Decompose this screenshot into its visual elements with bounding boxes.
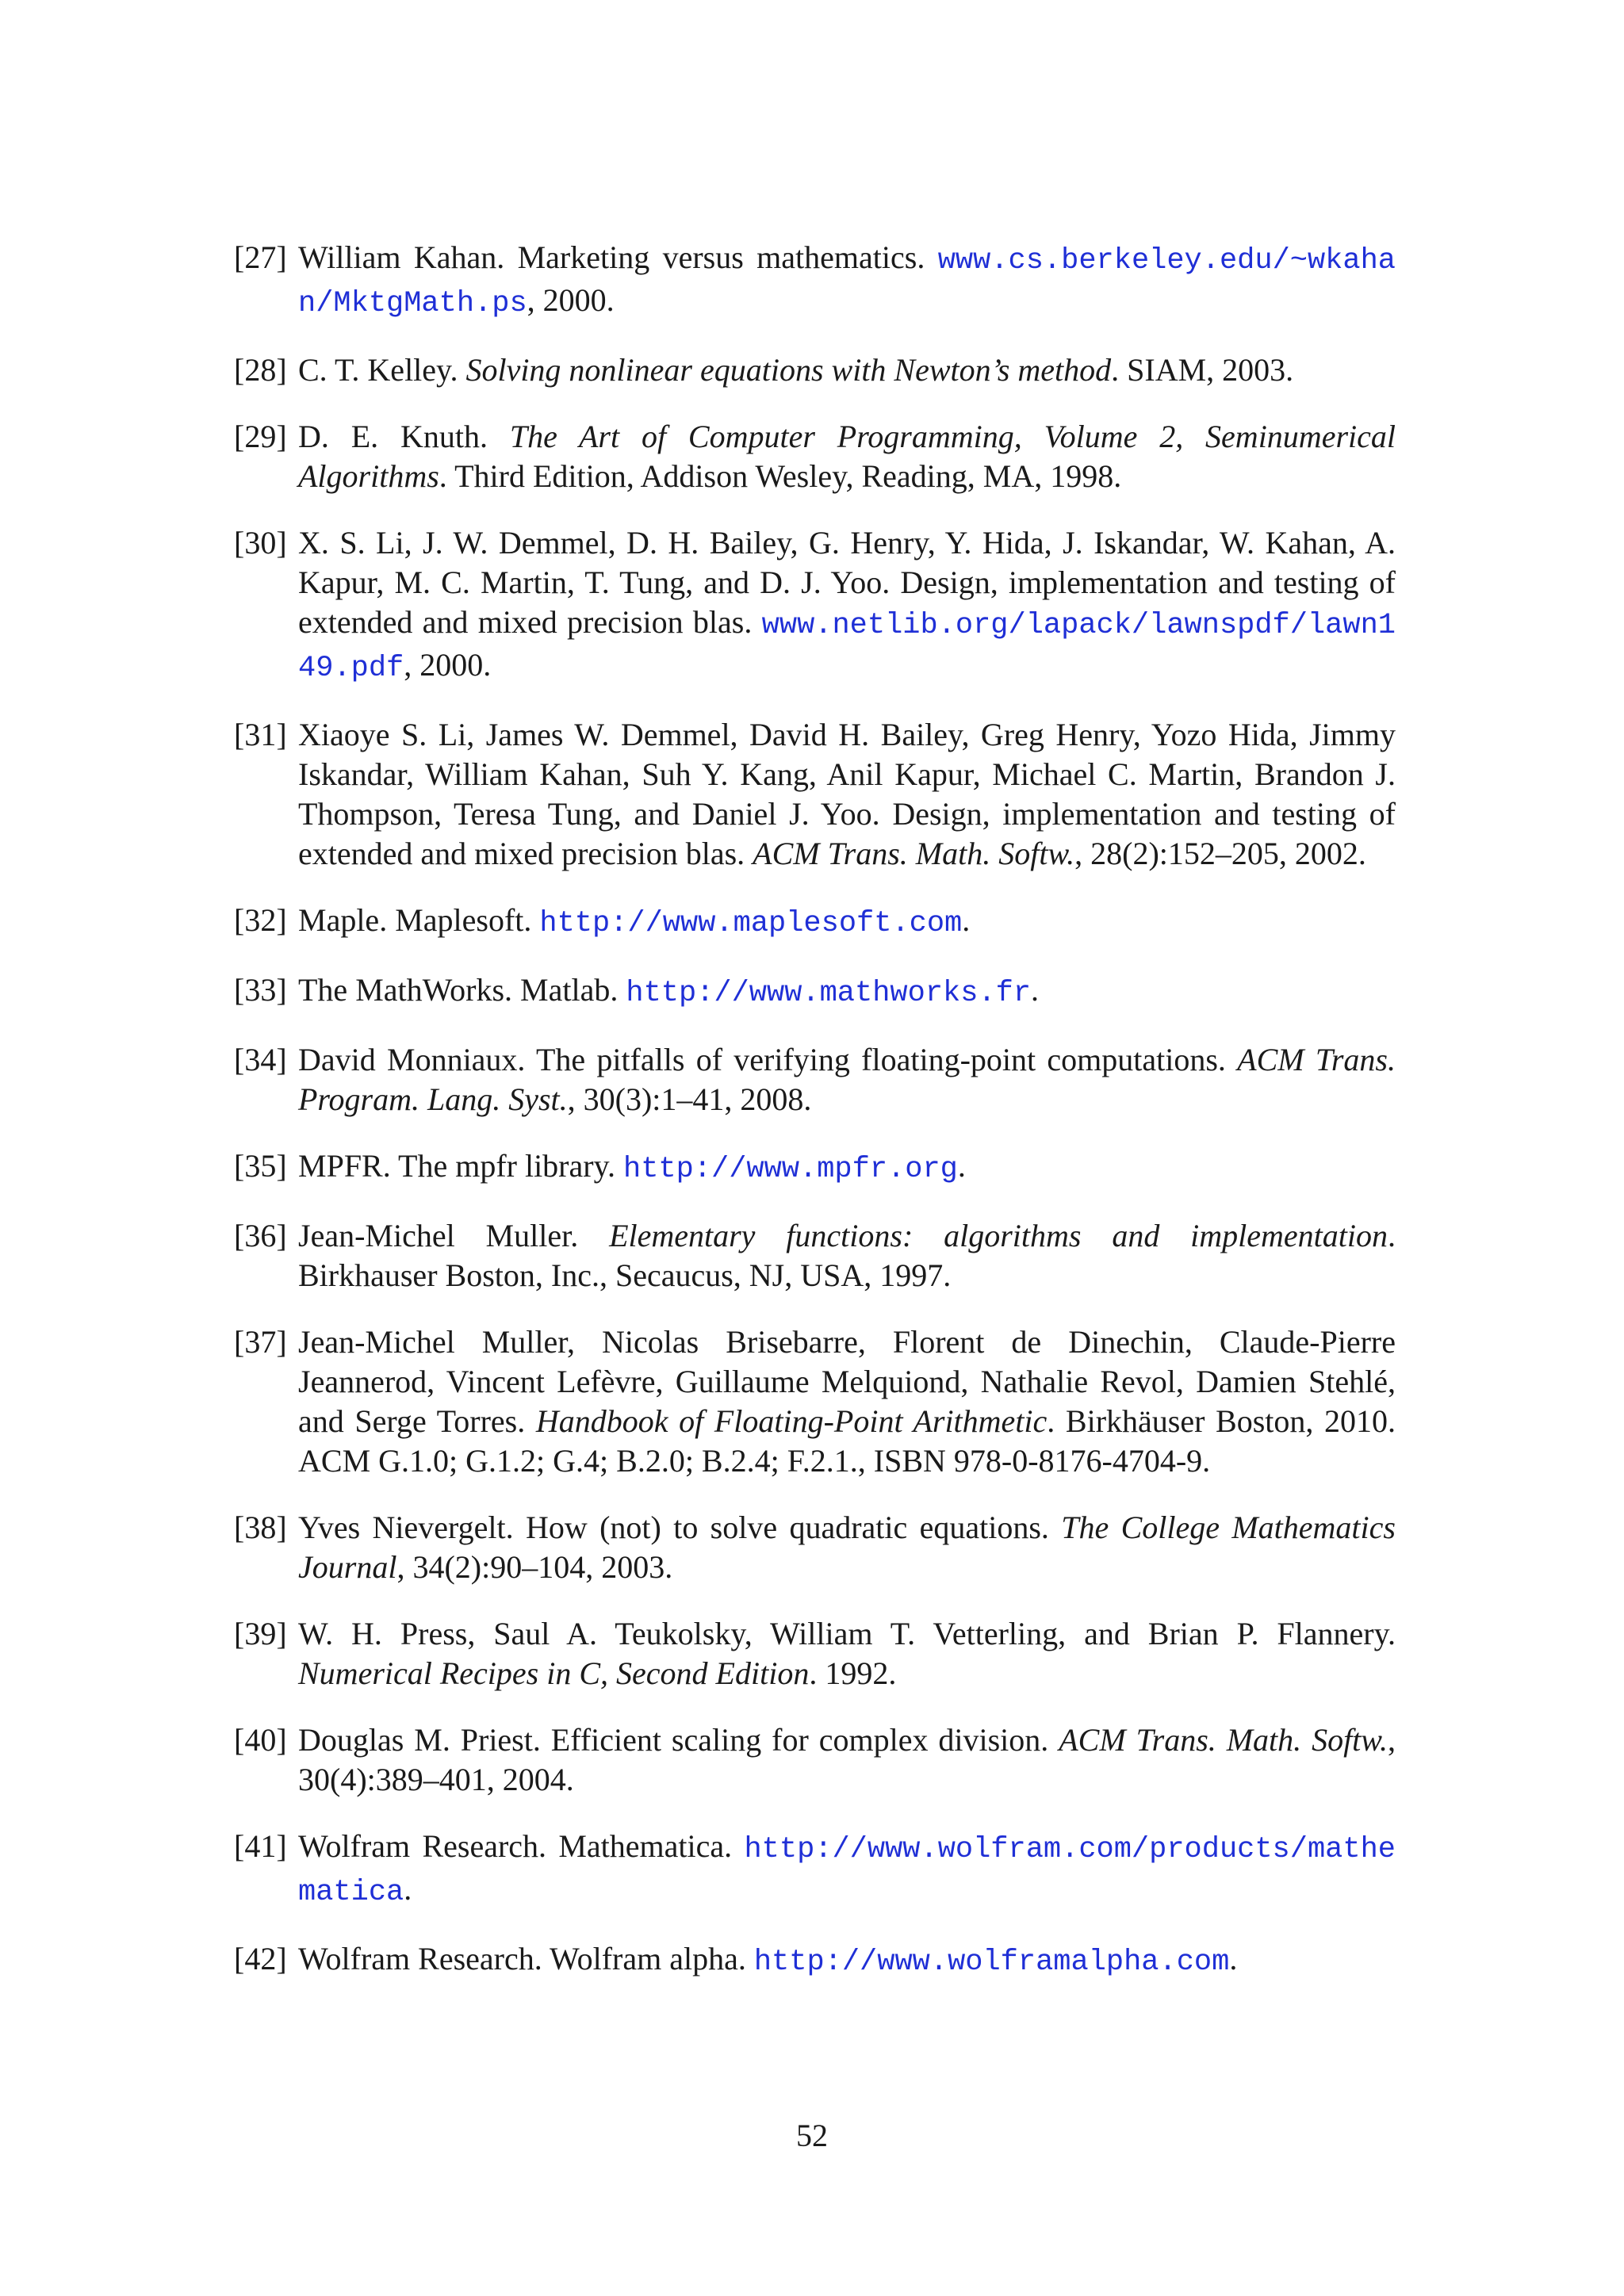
- reference-entry: [234, 1614, 1396, 1693]
- reference-number: [30]: [234, 525, 287, 561]
- reference-entry: [234, 350, 1396, 390]
- reference-text: .: [957, 1148, 966, 1184]
- reference-text: Jean-Michel Muller, Nicolas Brisebarre, Florent de Dinechin, Claude-Pierre Jeannerod, Vincent Lefèvre, Guillaume Melquiond, Nathalie Revol, Damien Stehlé, and Serge Torres.: [298, 1324, 1396, 1439]
- reference-text: . 1992.: [809, 1655, 897, 1691]
- reference-text: C. T. Kelley.: [298, 352, 466, 388]
- reference-number: [39]: [234, 1616, 287, 1651]
- reference-text: X. S. Li, J. W. Demmel, D. H. Bailey, G. Henry, Y. Hida, J. Iskandar, W. Kahan, A. Kapur, M. C. Martin, T. Tung, and D. J. Yoo. Design, implementation and testing of extended and mixed precision blas.: [298, 525, 1396, 640]
- reference-number: [36]: [234, 1218, 287, 1253]
- reference-text: Wolfram Research. Mathematica.: [298, 1828, 745, 1864]
- reference-text: MPFR. The mpfr library.: [298, 1148, 623, 1184]
- reference-link[interactable]: http://www.mathworks.fr: [626, 977, 1032, 1010]
- reference-number: [32]: [234, 902, 287, 938]
- reference-text: . Birkhäuser Boston, 2010. ACM G.1.0; G.1.2; G.4; B.2.0; B.2.4; F.2.1., ISBN 978-0-8176-4704-9.: [298, 1403, 1396, 1479]
- reference-title-italic: The College Mathematics Journal: [298, 1510, 1396, 1585]
- reference-number: [33]: [234, 972, 287, 1008]
- reference-link[interactable]: www.netlib.org/lapack/lawnspdf/lawn149.pdf: [298, 609, 1396, 685]
- reference-text: Wolfram Research. Wolfram alpha.: [298, 1941, 754, 1976]
- reference-text: . Birkhauser Boston, Inc., Secaucus, NJ, USA, 1997.: [298, 1218, 1396, 1293]
- reference-number: [35]: [234, 1148, 287, 1184]
- reference-text: , 2000.: [404, 647, 492, 683]
- reference-entry: [234, 715, 1396, 874]
- reference-number: [40]: [234, 1722, 287, 1758]
- reference-text: Yves Nievergelt. How (not) to solve quadratic equations.: [298, 1510, 1062, 1545]
- reference-text: , 30(3):1–41, 2008.: [567, 1081, 812, 1117]
- reference-text: , 34(2):90–104, 2003.: [396, 1549, 673, 1585]
- reference-text: Douglas M. Priest. Efficient scaling for complex division.: [298, 1722, 1059, 1758]
- reference-text: The MathWorks. Matlab.: [298, 972, 626, 1008]
- reference-text: . Third Edition, Addison Wesley, Reading, MA, 1998.: [439, 458, 1122, 494]
- reference-entry: [234, 1216, 1396, 1295]
- reference-entry: [234, 238, 1396, 323]
- reference-entry: [234, 523, 1396, 688]
- reference-number: [38]: [234, 1510, 287, 1545]
- reference-number: [27]: [234, 239, 287, 275]
- reference-text: , 28(2):152–205, 2002.: [1074, 836, 1366, 871]
- reference-entry: [234, 417, 1396, 496]
- reference-number: [31]: [234, 717, 287, 752]
- reference-title-italic: ACM Trans. Program. Lang. Syst.: [298, 1042, 1396, 1117]
- reference-link[interactable]: www.cs.berkeley.edu/~wkahan/MktgMath.ps: [298, 244, 1396, 320]
- reference-entry: [234, 1322, 1396, 1481]
- reference-title-italic: Solving nonlinear equations with Newton’s method: [465, 352, 1112, 388]
- reference-entry: [234, 970, 1396, 1013]
- reference-entry: [234, 901, 1396, 943]
- reference-text: , 2000.: [527, 282, 615, 318]
- reference-text: D. E. Knuth.: [298, 419, 510, 454]
- reference-text: Maple. Maplesoft.: [298, 902, 540, 938]
- reference-entry: [234, 1040, 1396, 1119]
- reference-title-italic: ACM Trans. Math. Softw.: [1059, 1722, 1388, 1758]
- reference-number: [37]: [234, 1324, 287, 1360]
- reference-number: [41]: [234, 1828, 287, 1864]
- reference-link[interactable]: http://www.wolframalpha.com: [753, 1946, 1230, 1979]
- reference-link[interactable]: http://www.maplesoft.com: [539, 907, 963, 940]
- reference-text: William Kahan. Marketing versus mathematics.: [298, 239, 938, 275]
- reference-entry: [234, 1146, 1396, 1189]
- reference-number: [29]: [234, 419, 287, 454]
- reference-link[interactable]: http://www.wolfram.com/products/mathematica: [298, 1833, 1396, 1909]
- reference-entry: [234, 1720, 1396, 1800]
- reference-link[interactable]: http://www.mpfr.org: [622, 1153, 958, 1186]
- reference-title-italic: The Art of Computer Programming, Volume 2, Seminumerical Algorithms: [298, 419, 1396, 494]
- reference-text: Jean-Michel Muller.: [298, 1218, 610, 1253]
- reference-text: .: [1229, 1941, 1238, 1976]
- reference-text: . SIAM, 2003.: [1111, 352, 1294, 388]
- reference-text: .: [1031, 972, 1040, 1008]
- reference-text: , 30(4):389–401, 2004.: [298, 1722, 1396, 1797]
- reference-number: [42]: [234, 1941, 287, 1976]
- reference-text: Xiaoye S. Li, James W. Demmel, David H. Bailey, Greg Henry, Yozo Hida, Jimmy Iskandar, William Kahan, Suh Y. Kang, Anil Kapur, Michael C. Martin, Brandon J. Thompson, Teresa Tung, and Daniel J. Yoo. Design, implementation and testing of extended and mixed precision blas.: [298, 717, 1396, 871]
- bibliography-list: [234, 238, 1396, 2009]
- reference-text: .: [404, 1871, 412, 1907]
- reference-text: .: [962, 902, 971, 938]
- reference-number: [34]: [234, 1042, 287, 1077]
- reference-title-italic: ACM Trans. Math. Softw.: [753, 836, 1075, 871]
- reference-text: David Monniaux. The pitfalls of verifying floating-point computations.: [298, 1042, 1238, 1077]
- reference-title-italic: Handbook of Floating-Point Arithmetic: [535, 1403, 1048, 1439]
- reference-entry: [234, 1939, 1396, 1982]
- reference-title-italic: Numerical Recipes in C, Second Edition: [298, 1655, 810, 1691]
- reference-entry: [234, 1508, 1396, 1587]
- reference-title-italic: Elementary functions: algorithms and implementation: [609, 1218, 1388, 1253]
- reference-number: [28]: [234, 352, 287, 388]
- page-number: 52: [796, 2118, 828, 2153]
- reference-text: W. H. Press, Saul A. Teukolsky, William T. Vetterling, and Brian P. Flannery.: [298, 1616, 1396, 1651]
- reference-entry: [234, 1827, 1396, 1912]
